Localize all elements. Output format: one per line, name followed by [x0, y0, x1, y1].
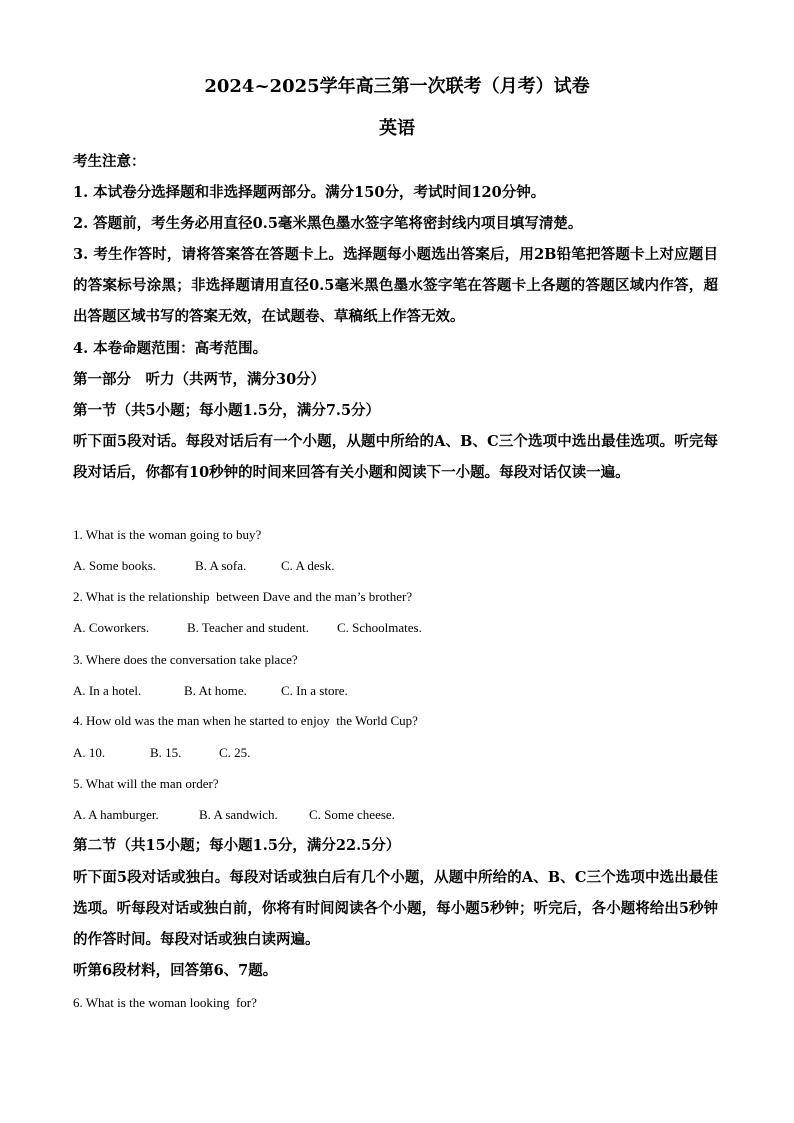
question-1: 1. What is the woman going to buy? [73, 527, 262, 542]
note-item-1: 1. 本试卷分选择题和非选择题两部分。满分150分，考试时间120分钟。 [73, 184, 546, 201]
note-item-3: 3. 考生作答时，请将答案答在答题卡上。选择题每小题选出答案后，用2B铅笔把答题卡上对应题目的答案标号涂黑；非选择题请用直径0.5毫米黑色墨水签字笔在答题卡上各题的答题区域内作答，超出答题区域书写的答案无效，在试题卷、草稿纸上作答无效。 [73, 246, 718, 325]
option-a: A. A hamburger. [73, 807, 159, 822]
section2-instructions: 听下面5段对话或独白。每段对话或独白后有几个小题，从题中所给的A、B、C三个选项中选出最佳选项。听每段对话或独白前，你将有时间阅读各个小题，每小题5秒钟；听完后，各小题将给出5秒钟的作答时间。每段对话或独白读两遍。 [73, 869, 718, 948]
note-item-2: 2. 答题前，考生务必用直径0.5毫米黑色墨水签字笔将密封线内项目填写清楚。 [73, 215, 583, 232]
question-3: 3. Where does the conversation take place? [73, 652, 298, 667]
question-4-options [73, 745, 250, 761]
option-c: C. Some cheese. [309, 807, 395, 822]
notes-heading: 考生注意： [73, 153, 146, 170]
option-c: C. A desk. [281, 558, 335, 573]
exam-title: 2024~2025学年高三第一次联考（月考）试卷 [204, 76, 590, 97]
question-6: 6. What is the woman looking for? [73, 995, 257, 1010]
question-3-options [73, 683, 348, 699]
section2-heading: 第二节（共15小题；每小题1.5分，满分22.5分） [73, 837, 401, 854]
option-c: C. In a store. [281, 683, 348, 698]
option-b: B. At home. [184, 683, 247, 698]
exam-subject: 英语 [379, 118, 415, 139]
question-5: 5. What will the man order? [73, 776, 219, 791]
option-c: C. 25. [219, 745, 251, 760]
material-6-heading: 听第6段材料，回答第6、7题。 [73, 962, 278, 979]
section1-heading: 第一节（共5小题；每小题1.5分，满分7.5分） [73, 402, 381, 419]
option-a: A. 10. [73, 745, 106, 760]
note-item-4: 4. 本卷命题范围：高考范围。 [73, 340, 268, 357]
option-a: A. Coworkers. [73, 620, 150, 635]
question-2: 2. What is the relationship between Dave and the man’s brother? [73, 589, 413, 604]
question-5-options [73, 807, 395, 823]
question-4: 4. How old was the man when he started to enjoy the World Cup? [73, 713, 418, 728]
option-b: B. A sandwich. [199, 807, 278, 822]
option-a: A. In a hotel. [73, 683, 142, 698]
option-b: B. Teacher and student. [187, 620, 309, 635]
question-1-options [73, 558, 334, 574]
option-b: B. A sofa. [195, 558, 247, 573]
question-2-options [73, 620, 422, 636]
part1-heading: 第一部分 听力（共两节，满分30分） [73, 371, 326, 388]
option-a: A. Some books. [73, 558, 157, 573]
option-c: C. Schoolmates. [337, 620, 422, 635]
section1-instructions: 听下面5段对话。每段对话后有一个小题，从题中所给的A、B、C三个选项中选出最佳选项。听完每段对话后，你都有10秒钟的时间来回答有关小题和阅读下一小题。每段对话仅读一遍。 [73, 433, 718, 481]
option-b: B. 15. [150, 745, 182, 760]
